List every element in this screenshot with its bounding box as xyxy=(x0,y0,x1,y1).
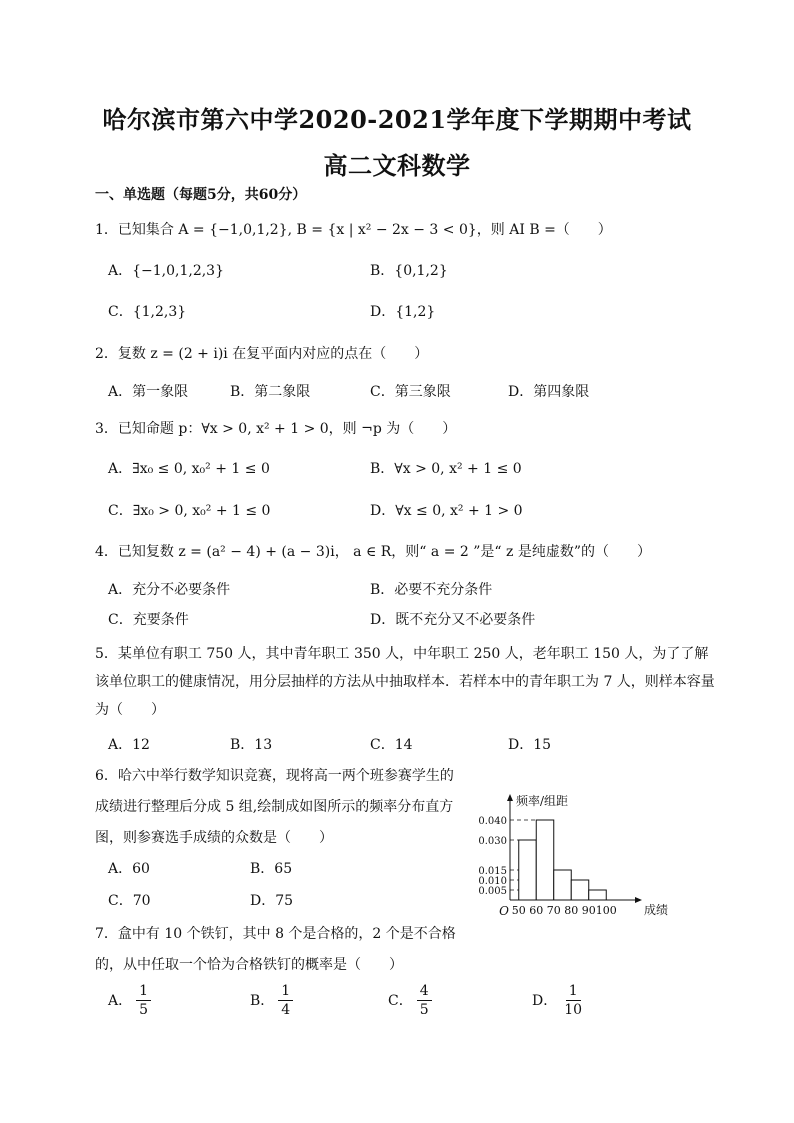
x-tick-label: 70 xyxy=(546,904,561,917)
fraction-denominator: 4 xyxy=(281,1002,291,1018)
fraction-denominator: 5 xyxy=(419,1002,429,1018)
option-a-label: A． xyxy=(108,992,133,1009)
question-4-option-b: B．必要不充分条件 xyxy=(370,582,493,598)
frequency-histogram xyxy=(470,790,700,925)
question-7-option-b xyxy=(250,982,293,1019)
histogram-bar xyxy=(519,840,537,900)
section-heading: 一、单选题（每题5分，共60分） xyxy=(95,187,307,203)
question-1-option-c: C．{1,2,3} xyxy=(108,304,187,320)
question-5-option-c: C．14 xyxy=(370,737,413,753)
fraction-numerator: 1 xyxy=(136,982,151,1001)
question-6-option-c: C．70 xyxy=(108,893,151,909)
y-tick-label: 0.005 xyxy=(478,886,507,897)
question-3-stem: 3．已知命题 p：∀x > 0, x² + 1 > 0，则 ¬p 为（ ） xyxy=(95,421,457,437)
question-7-option-a xyxy=(108,982,151,1019)
y-tick-label: 0.030 xyxy=(478,836,507,847)
x-tick-label: 90 xyxy=(581,904,596,917)
exam-subtitle: 高二文科数学 xyxy=(323,151,471,180)
question-4-stem: 4．已知复数 z = (a² − 4) + (a − 3)i， a ∈ R，则“ a = 2 ”是“ z 是纯虚数”的（ ） xyxy=(95,544,651,560)
origin-label: O xyxy=(499,904,509,918)
option-c-fraction xyxy=(417,982,432,1019)
y-axis-label: 频率/组距 xyxy=(516,794,569,808)
option-d-fraction xyxy=(561,982,585,1019)
x-tick-label: 50 xyxy=(511,904,526,917)
question-7-option-d xyxy=(532,982,585,1019)
question-5-stem: 5．某单位有职工 750 人，其中青年职工 350 人，中年职工 250 人，老年职工 150 人，为了了解该单位职工的健康情况，用分层抽样的方法从中抽取样本．若样本中的青年职工为 7 人，则样本容量为（ ） xyxy=(95,646,715,718)
question-6-stem-line-3: 图，则参赛选手成绩的众数是（ ） xyxy=(95,830,333,846)
question-2-option-d: D．第四象限 xyxy=(508,384,590,400)
question-1-option-d: D．{1,2} xyxy=(370,304,436,320)
question-1-option-a: A．{−1,0,1,2,3} xyxy=(108,263,224,279)
question-2-option-c: C．第三象限 xyxy=(370,384,451,400)
exam-title: 哈尔滨市第六中学2020-2021学年度下学期期中考试 xyxy=(102,105,692,134)
histogram-bar xyxy=(554,870,572,900)
fraction-numerator: 1 xyxy=(278,982,293,1001)
question-3-option-b: B．∀x > 0, x² + 1 ≤ 0 xyxy=(370,461,522,477)
question-6-stem-line-1: 6．哈六中举行数学知识竞赛，现将高一两个班参赛学生的 xyxy=(95,768,454,784)
x-axis-arrow xyxy=(635,897,642,903)
option-a-fraction xyxy=(136,982,151,1019)
question-6-option-d: D．75 xyxy=(250,893,294,909)
question-2-option-b: B．第二象限 xyxy=(230,384,311,400)
question-5-option-d: D．15 xyxy=(508,737,552,753)
question-1-option-b: B．{0,1,2} xyxy=(370,263,448,279)
x-axis-label: 成绩 xyxy=(644,903,669,917)
y-tick-label: 0.015 xyxy=(478,866,507,877)
question-6-stem-line-2: 成绩进行整理后分成 5 组,绘制成如图所示的频率分布直方 xyxy=(95,799,454,815)
question-2-option-a: A．第一象限 xyxy=(108,384,189,400)
question-3-option-d: D．∀x ≤ 0, x² + 1 > 0 xyxy=(370,503,523,519)
question-4-option-d: D．既不充分又不必要条件 xyxy=(370,612,536,628)
question-1-stem: 1．已知集合 A = {−1,0,1,2}, B = {x | x² − 2x − 3 < 0}，则 AI B =（ ） xyxy=(95,222,612,238)
question-2-stem: 2．复数 z = (2 + i)i 在复平面内对应的点在（ ） xyxy=(95,346,429,362)
question-3-option-c: C．∃x₀ > 0, x₀² + 1 ≤ 0 xyxy=(108,503,271,519)
y-axis-arrow xyxy=(507,794,513,801)
question-7-option-c xyxy=(388,982,432,1019)
y-tick-label: 0.010 xyxy=(478,876,507,887)
question-7-stem-line-1: 7．盒中有 10 个铁钉，其中 8 个是合格的，2 个是不合格 xyxy=(95,926,456,942)
question-3-option-a: A．∃x₀ ≤ 0, x₀² + 1 ≤ 0 xyxy=(108,461,270,477)
option-c-label: C． xyxy=(388,992,413,1009)
question-7-stem-line-2: 的，从中任取一个恰为合格铁钉的概率是（ ） xyxy=(95,957,403,973)
histogram-bar xyxy=(536,820,554,900)
question-4-option-a: A．充分不必要条件 xyxy=(108,582,231,598)
question-4-option-c: C．充要条件 xyxy=(108,612,189,628)
fraction-numerator: 1 xyxy=(566,982,581,1001)
x-tick-label: 100 xyxy=(595,904,617,917)
histogram-bar xyxy=(589,890,607,900)
question-6-option-b: B．65 xyxy=(250,861,293,877)
fraction-numerator: 4 xyxy=(417,982,432,1001)
x-tick-label: 60 xyxy=(529,904,544,917)
histogram-bar xyxy=(571,880,589,900)
question-6-option-a: A．60 xyxy=(108,861,150,877)
option-b-label: B． xyxy=(250,992,275,1009)
x-tick-label: 80 xyxy=(564,904,579,917)
option-b-fraction xyxy=(278,982,293,1019)
fraction-denominator: 5 xyxy=(139,1002,149,1018)
fraction-denominator: 10 xyxy=(564,1002,583,1018)
question-5-option-a: A．12 xyxy=(108,737,150,753)
option-d-label: D． xyxy=(532,992,558,1009)
question-5-option-b: B．13 xyxy=(230,737,273,753)
y-tick-label: 0.040 xyxy=(478,816,507,827)
